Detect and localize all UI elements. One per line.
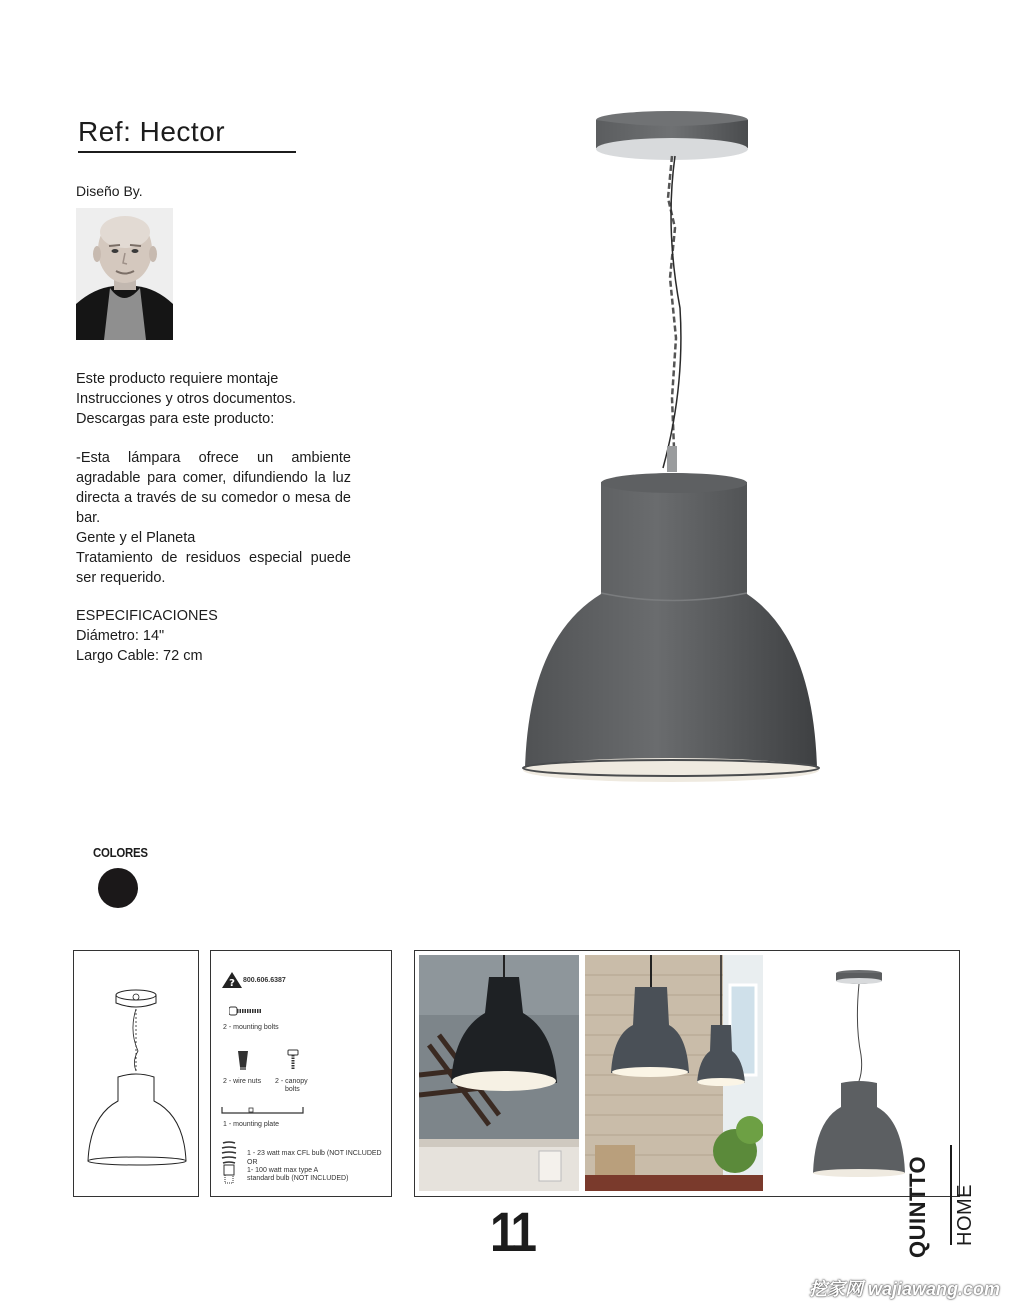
detail-line: Gente y el Planeta [76, 530, 196, 546]
part-mounting-bolts: 2 - mounting bolts [223, 1024, 279, 1031]
lamp-main-image [515, 108, 835, 798]
gallery-photo-2[interactable] [585, 955, 763, 1191]
gallery-photo-1[interactable] [419, 955, 579, 1191]
color-swatch-black[interactable] [98, 868, 138, 908]
support-phone: 800.606.6387 [243, 977, 286, 984]
designer-label: Diseño By. [76, 183, 143, 199]
photo-gallery [414, 950, 960, 1197]
wire-nut-icon [237, 1049, 249, 1071]
lamp-line-drawing [73, 950, 199, 1197]
designer-portrait [76, 208, 173, 340]
canopy-bolt-icon [287, 1049, 299, 1071]
assembly-line: Instrucciones y otros documentos. [76, 391, 297, 407]
bulb-standard: standard bulb (NOT INCLUDED) [247, 1175, 349, 1182]
page-title: Ref: Hector [78, 116, 296, 153]
bulb-or: OR [247, 1159, 258, 1166]
spec-cable-length: Largo Cable: 72 cm [76, 648, 203, 664]
bolt-icon [229, 1005, 263, 1017]
warning-icon [221, 971, 243, 989]
page-number: 11 [490, 1200, 534, 1263]
assembly-line: Este producto requiere montaje [76, 371, 279, 387]
watermark: 挖家网 wajiawang.com [808, 1279, 1000, 1299]
detail-paragraph: -Esta lámpara ofrece un ambiente agradable para comer, difundiendo la luz directa a través de su comedor o mesa de bar. [76, 450, 351, 526]
product-details [76, 448, 351, 588]
colors-label: COLORES [93, 845, 148, 860]
svg-text:?: ? [229, 978, 235, 989]
specs-title: ESPECIFICACIONES [76, 608, 218, 624]
part-canopy-bolts: bolts [285, 1086, 300, 1093]
bulb-icon [219, 1141, 239, 1187]
part-mounting-plate: 1 - mounting plate [223, 1121, 280, 1128]
brand-divider [950, 1145, 952, 1245]
assembly-line: Descargas para este producto: [76, 411, 275, 427]
bulb-type-a: 1- 100 watt max type A [247, 1167, 319, 1174]
mounting-plate-icon [221, 1105, 305, 1117]
bulb-cfl: 1 - 23 watt max CFL bulb (NOT INCLUDED [247, 1150, 382, 1157]
part-canopy: 2 - canopy [275, 1078, 308, 1085]
brand-name-secondary: HOME [954, 1184, 976, 1246]
assembly-info [76, 369, 351, 429]
spec-diameter: Diámetro: 14" [76, 628, 165, 644]
part-wire-nuts: 2 - wire nuts [223, 1078, 262, 1085]
brand-name-primary: QUINTTO [905, 1155, 930, 1258]
detail-paragraph: Tratamiento de residuos especial puede ser requerido. [76, 550, 351, 586]
parts-list [210, 950, 392, 1197]
specifications [76, 606, 351, 666]
